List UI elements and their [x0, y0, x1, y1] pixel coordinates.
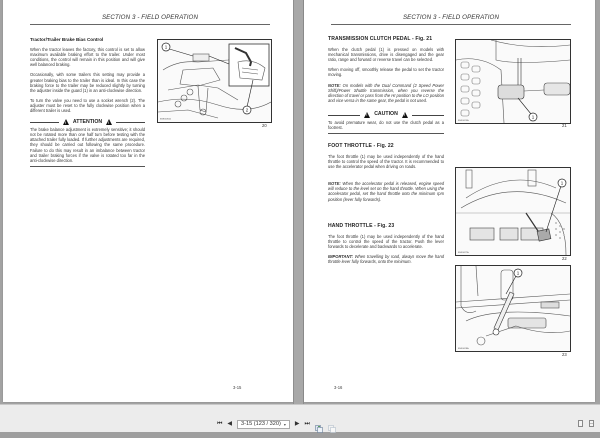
- figure-number: 23: [562, 352, 567, 357]
- chevron-down-icon[interactable]: ▾: [283, 421, 286, 427]
- viewer-toolbar: [0, 404, 600, 432]
- note-label: NOTE:: [328, 181, 341, 187]
- important-note: [328, 254, 444, 264]
- figure-number: 22: [562, 256, 567, 261]
- previous-page-button[interactable]: [227, 419, 232, 429]
- svg-text:1: 1: [531, 114, 535, 120]
- note: [328, 181, 444, 201]
- section-title: Tractor/Trailer Brake Bias Control: [30, 37, 104, 42]
- section-title: FOOT THROTTLE - Fig. 22: [328, 142, 394, 149]
- first-page-icon: ⏮: [217, 421, 223, 427]
- warning-triangle-icon: [106, 119, 112, 125]
- next-page-icon: ▶: [294, 421, 300, 427]
- last-page-icon: ⏭: [304, 421, 310, 427]
- note-text: When the accelerator pedal is released, engine speed will reduce to the level set on the hand throttle. When using the accelerator pedal, set the hand throttle onto the minimum rpm position (lever fully forwards).: [328, 181, 444, 202]
- warning-triangle-icon: [402, 112, 408, 118]
- svg-text:2: 2: [245, 107, 249, 113]
- divider: [30, 122, 59, 123]
- caution-label: CAUTION: [374, 111, 398, 118]
- section-title: HAND THROTTLE - Fig. 23: [328, 222, 395, 229]
- page-selector-value: 3-15 (123 / 320): [241, 421, 281, 427]
- two-page-view-icon[interactable]: [589, 420, 594, 427]
- divider: [30, 166, 145, 167]
- figure-20-brake-valve: [157, 39, 272, 123]
- paragraph: To turn the valve you need to use a socket wrench (2). The adjuster must be reset to the fully clockwise position when a different trailer is used.: [30, 97, 145, 114]
- next-page-button[interactable]: [295, 419, 300, 429]
- important-label: IMPORTANT:: [328, 254, 354, 260]
- page-number: 3-15: [233, 385, 242, 390]
- attention-label: ATTENTION: [72, 118, 103, 125]
- paragraph: When moving off, smoothly release the pedal to set the tractor moving.: [328, 67, 444, 78]
- svg-text:BSF0027A: BSF0027A: [458, 252, 469, 254]
- single-page-view-icon[interactable]: [578, 420, 583, 427]
- paragraph: When the tractor leaves the factory, this control is set to allow maximum available braking effort to the trailer. Under most conditions, the control will remain in this position and will give well balanced braking.: [30, 47, 145, 68]
- warning-triangle-icon: [364, 112, 370, 118]
- brake-valve-illustration-icon: [158, 40, 271, 122]
- right-text-column: [328, 37, 444, 269]
- divider: [328, 115, 360, 116]
- section-title: TRANSMISSION CLUTCH PEDAL - Fig. 21: [328, 36, 433, 42]
- divider: [328, 133, 444, 134]
- figure-23-hand-throttle: [455, 265, 571, 352]
- divider: [412, 115, 444, 116]
- figure-number: 21: [562, 123, 567, 128]
- figure-number: 20: [262, 123, 267, 128]
- last-page-button[interactable]: [304, 419, 309, 429]
- note-text: On models with the Dual Command (2 Speed Power Shift)/Power Shuttle transmission, when you reverse the direction of travel or pass from the HI position to the LO position and vice versa in the same gear, the pedal is not used.: [328, 82, 444, 103]
- prev-page-icon: ◀: [227, 421, 233, 427]
- page-selector[interactable]: [237, 420, 290, 429]
- note: [328, 83, 444, 103]
- page-3-16: [304, 0, 595, 402]
- important-text: When travelling by road, always move the hand throttle lever fully forwards, onto the minimum.: [328, 254, 445, 265]
- svg-text:BSF0028A: BSF0028A: [458, 348, 469, 350]
- clutch-pedal-illustration-icon: [456, 40, 570, 123]
- paragraph: The foot throttle (1) may be used independently of the hand throttle to control the speed of the tractor. Push the lever forwards to decelerate and backwards to accelerate.: [328, 233, 444, 249]
- paragraph: Occasionally, with some trailers this setting may provide a greater braking bias to the trailer than is ideal. In this case the braking force to the trailer may be reduced slightly by turning the adjuster inside the guard (1) in an anti-clockwise direction.: [30, 72, 145, 93]
- svg-text:1: 1: [164, 44, 168, 50]
- warning-triangle-icon: [63, 119, 69, 125]
- paragraph: When the clutch pedal (1) is pressed on models with mechanical transmissions, drive is disengaged and the gear ratio, range and forward or reverse travel can be selected.: [328, 47, 444, 63]
- hand-throttle-illustration-icon: [456, 266, 570, 351]
- figure-22-foot-throttle: [455, 167, 571, 256]
- attention-text: The brake balance adjustment is extremely sensitive; it should not be rotated more than one half turn before testing with the attached trailer fully loaded. If further adjustments are required, they should be carried out following the same procedure. Failure to do this may result in an imbalance between tractor and trailer braking forces if the valve is rotated too far in the anti-clockwise direction.: [30, 127, 145, 163]
- page-separator: [293, 0, 304, 404]
- copy-page-icon[interactable]: [315, 420, 323, 428]
- paragraph: The foot throttle (1) may be used independently of the hand throttle to control the speed of the tractor. It is recommended to use the accelerator pedal when driving on roads.: [328, 154, 444, 170]
- svg-text:1: 1: [560, 180, 564, 186]
- page-3-15: [3, 0, 293, 402]
- svg-text:BSE0081A: BSE0081A: [160, 118, 171, 121]
- divider: [116, 122, 145, 123]
- note-label: NOTE:: [328, 82, 341, 88]
- svg-text:BSF0025A: BSF0025A: [458, 120, 469, 122]
- page-navigation: [217, 419, 336, 429]
- page-header: SECTION 3 - FIELD OPERATION: [331, 14, 571, 25]
- page-header: SECTION 3 - FIELD OPERATION: [30, 14, 270, 25]
- foot-throttle-illustration-icon: [456, 168, 570, 255]
- figure-21-clutch-pedal: [455, 39, 571, 124]
- svg-text:1: 1: [516, 270, 520, 276]
- view-mode-switcher: [578, 420, 594, 427]
- attention-heading: [30, 119, 145, 125]
- caution-text: To avoid premature wear, do not use the clutch pedal as a footrest.: [328, 119, 444, 131]
- page-layout-icon[interactable]: [328, 420, 336, 428]
- left-text-column: [30, 37, 145, 167]
- caution-heading: [328, 112, 444, 118]
- page-number: 3-16: [334, 385, 343, 390]
- first-page-button[interactable]: [217, 419, 222, 429]
